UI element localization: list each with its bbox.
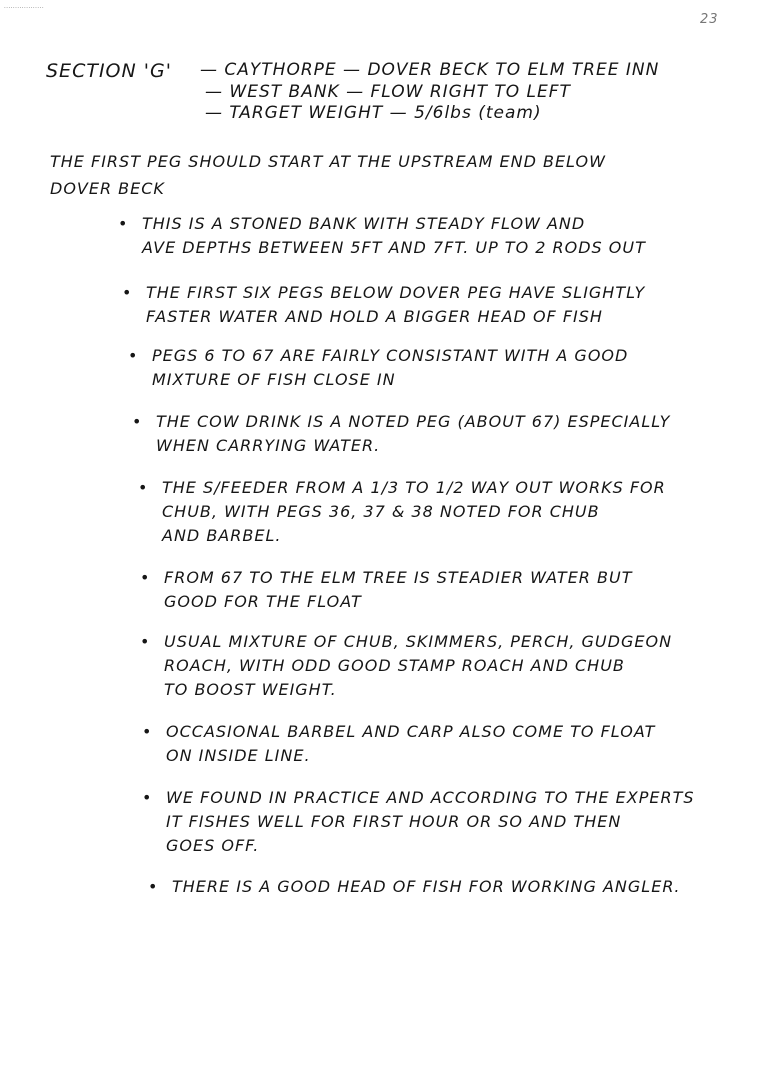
intro-line: DOVER BECK (50, 179, 165, 198)
bullet-dot: • (142, 788, 153, 807)
note-line: AND BARBEL. (162, 526, 282, 545)
note-line: THE S/FEEDER FROM A 1/3 TO 1/2 WAY OUT WORKS FOR (162, 478, 666, 497)
note-line: GOOD FOR THE FLOAT (164, 592, 362, 611)
bullet-dot: • (142, 722, 153, 741)
list-item (132, 410, 670, 458)
note-line: THIS IS A STONED BANK WITH STEADY FLOW AND (142, 214, 586, 233)
note-line: MIXTURE OF FISH CLOSE IN (152, 370, 396, 389)
note-line: THE FIRST SIX PEGS BELOW DOVER PEG HAVE SLIGHTLY (146, 283, 646, 302)
bullet-dot: • (122, 283, 133, 302)
note-line: AVE DEPTHS BETWEEN 5FT AND 7FT. UP TO 2 RODS OUT (142, 238, 646, 257)
section-venue-line: — CAYTHORPE — DOVER BECK TO ELM TREE INN (200, 60, 660, 80)
note-line: THERE IS A GOOD HEAD OF FISH FOR WORKING ANGLER. (172, 877, 681, 896)
bullet-dot: • (148, 877, 159, 896)
list-item (140, 566, 632, 614)
section-bank-line: — WEST BANK — FLOW RIGHT TO LEFT (205, 82, 571, 102)
note-line: CHUB, WITH PEGS 36, 37 & 38 NOTED FOR CHUB (162, 502, 600, 521)
section-target-line: — TARGET WEIGHT — 5/6lbs (team) (205, 103, 542, 123)
intro-line: THE FIRST PEG SHOULD START AT THE UPSTREAM END BELOW (50, 152, 606, 171)
list-item (148, 875, 681, 899)
bullet-dot: • (140, 568, 151, 587)
page-number: 23 (700, 12, 719, 27)
bullet-dot: • (132, 412, 143, 431)
note-line: OCCASIONAL BARBEL AND CARP ALSO COME TO FLOAT (166, 722, 656, 741)
bullet-dot: • (140, 632, 151, 651)
note-line: PEGS 6 TO 67 ARE FAIRLY CONSISTANT WITH A GOOD (152, 346, 629, 365)
list-item (118, 212, 646, 260)
scan-mark: .................. (4, 2, 45, 10)
list-item (128, 344, 628, 392)
note-line: ON INSIDE LINE. (166, 746, 311, 765)
bullet-dot: • (128, 346, 139, 365)
note-line: FASTER WATER AND HOLD A BIGGER HEAD OF FISH (146, 307, 603, 326)
section-label: SECTION 'G' (46, 60, 172, 82)
note-line: THE COW DRINK IS A NOTED PEG (ABOUT 67) ESPECIALLY (156, 412, 671, 431)
note-line: ROACH, WITH ODD GOOD STAMP ROACH AND CHUB (164, 656, 625, 675)
note-line: GOES OFF. (166, 836, 260, 855)
list-item (138, 476, 666, 548)
note-line: IT FISHES WELL FOR FIRST HOUR OR SO AND THEN (166, 812, 622, 831)
bullet-dot: • (138, 478, 149, 497)
note-line: WE FOUND IN PRACTICE AND ACCORDING TO THE EXPERTS (166, 788, 695, 807)
list-item (142, 720, 655, 768)
note-line: FROM 67 TO THE ELM TREE IS STEADIER WATER BUT (164, 568, 633, 587)
list-item (142, 786, 695, 858)
note-line: USUAL MIXTURE OF CHUB, SKIMMERS, PERCH, GUDGEON (164, 632, 673, 651)
note-line: WHEN CARRYING WATER. (156, 436, 381, 455)
bullet-dot: • (118, 214, 129, 233)
note-line: TO BOOST WEIGHT. (164, 680, 337, 699)
list-item (140, 630, 672, 702)
list-item (122, 281, 645, 329)
